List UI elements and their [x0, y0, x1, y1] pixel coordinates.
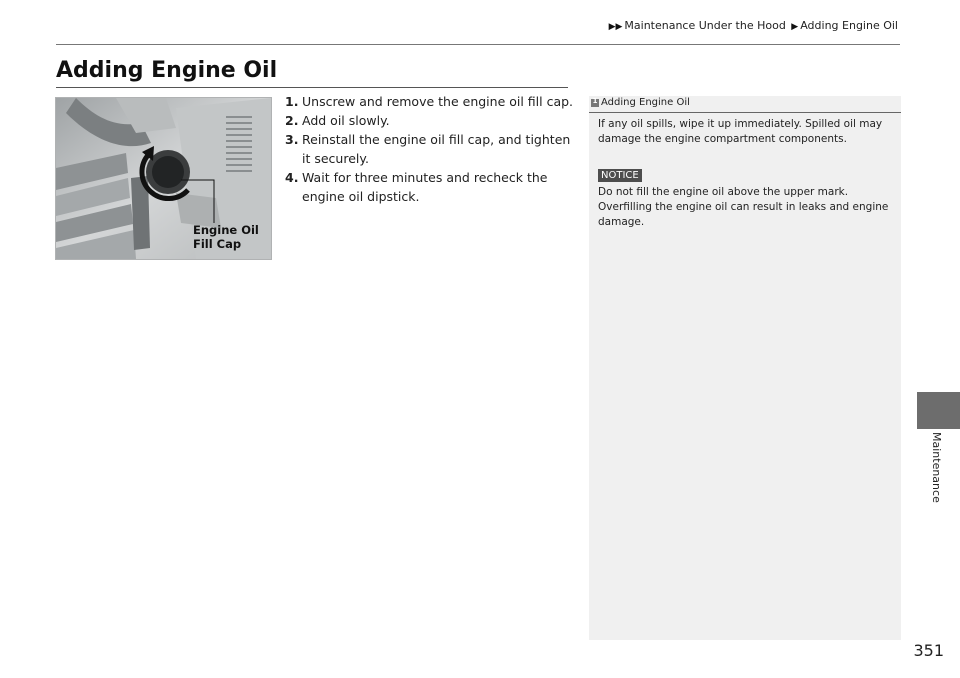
procedure-steps: [285, 92, 575, 206]
page-title: Adding Engine Oil: [56, 58, 278, 83]
header-divider: [56, 44, 900, 45]
step-text: Add oil slowly.: [302, 113, 390, 128]
breadcrumb-item[interactable]: Maintenance Under the Hood: [624, 19, 786, 32]
step-number: 3.: [285, 132, 299, 147]
side-note-panel: [589, 96, 901, 640]
section-tab-label: Maintenance: [930, 432, 943, 503]
section-tab-marker: [917, 392, 960, 429]
notice-badge: NOTICE: [598, 169, 642, 182]
breadcrumb-arrow-icon: ▶▶: [608, 22, 623, 32]
fill-cap-callout-line: Fill Cap: [193, 237, 242, 251]
step-number: 1.: [285, 94, 299, 109]
notice-text: Do not fill the engine oil above the upper mark. Overfilling the engine oil can result in leaks and engine damage.: [598, 186, 889, 228]
title-divider: [56, 87, 568, 88]
engine-oil-fill-cap-photo: [55, 97, 272, 260]
breadcrumb: [609, 19, 900, 32]
step-number: 4.: [285, 170, 299, 185]
step-item: [285, 168, 575, 206]
note-text: If any oil spills, wipe it up immediately. Spilled oil may damage the engine compartment components.: [598, 118, 883, 145]
fill-cap-callout: [193, 223, 259, 251]
note-header: [589, 96, 901, 113]
step-text: Reinstall the engine oil fill cap, and tighten it securely.: [302, 132, 571, 166]
breadcrumb-item[interactable]: Adding Engine Oil: [800, 19, 898, 32]
step-item: [285, 92, 575, 111]
page-number: 351: [913, 641, 944, 660]
step-text: Unscrew and remove the engine oil fill cap.: [302, 94, 574, 109]
note-title: Adding Engine Oil: [601, 97, 690, 108]
breadcrumb-arrow-icon: ▶: [791, 22, 799, 32]
step-item: [285, 111, 575, 130]
note-reference-number: 1: [592, 97, 598, 105]
step-item: [285, 130, 575, 168]
step-text: Wait for three minutes and recheck the engine oil dipstick.: [302, 170, 548, 204]
step-number: 2.: [285, 113, 299, 128]
fill-cap-callout-line: Engine Oil: [193, 223, 259, 237]
note-reference-icon: [591, 99, 599, 107]
